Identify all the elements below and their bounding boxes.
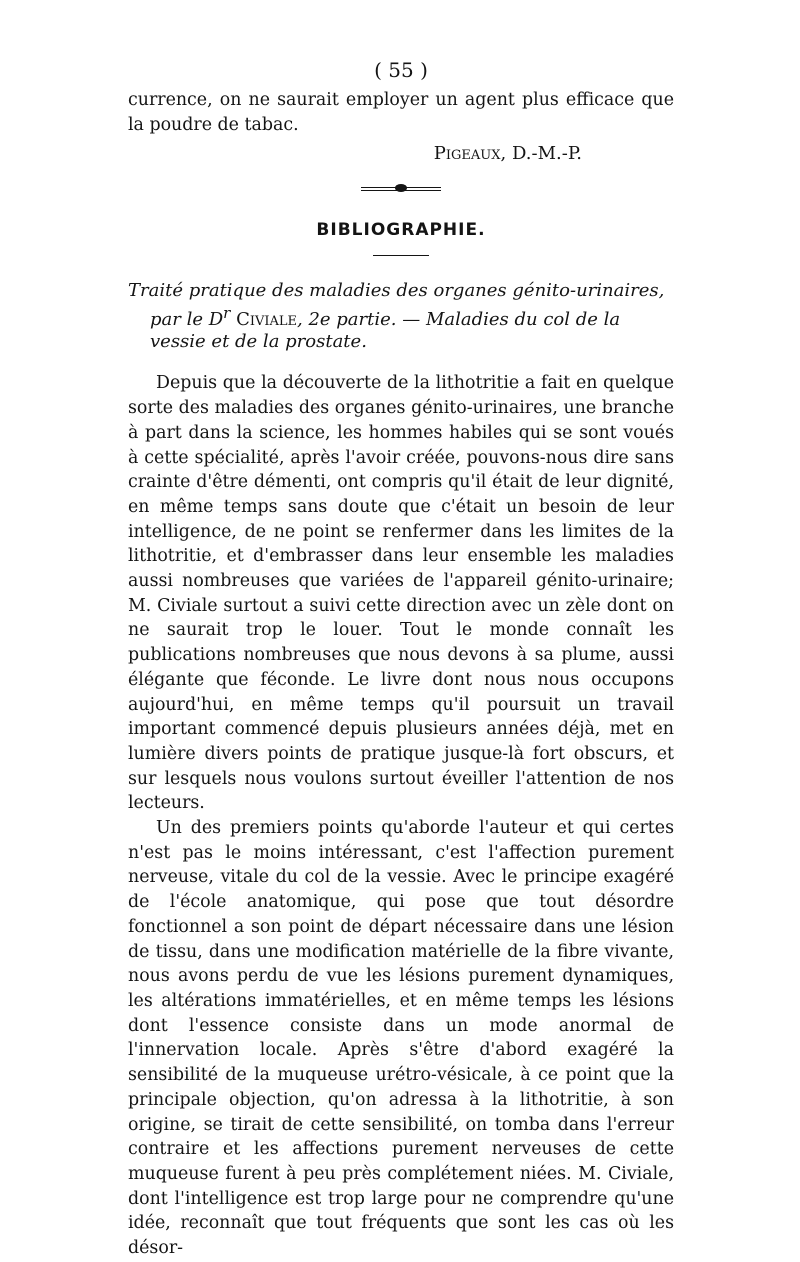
- section-heading: BIBLIOGRAPHIE.: [316, 220, 486, 241]
- review-title-sup: r: [223, 304, 231, 323]
- review-title: [128, 280, 674, 353]
- author-signature: [128, 141, 674, 167]
- page-number: ( 55 ): [374, 58, 428, 82]
- body-paragraph: Un des premiers points qu'aborde l'auteur et qui certes n'est pas le moins intéressant, c'est l'affection purement nerveuse, vitale du col de la vessie. Avec le principe exagéré de l'école anatomique, qui pose que tout désordre fonctionnel a son point de départ nécessaire dans une lésion de tissu, dans une modification matérielle de la fibre vivante, nous avons perdu de vue les lésions purement dynamiques, les altérations immatérielles, et en même temps les lésions dont l'essence consiste dans un mode anormal de l'innervation locale. Après s'être d'abord exagéré la sensibilité de la muqueuse urétro-vésicale, à ce point que la principale objection, qu'on adressa à la lithotritie, à son origine, se tirait de cette sensibilité, on tomba dans l'erreur contraire et les affections purement nerveuses de cette muqueuse furent à peu près complétement niées. M. Civiale, dont l'intelligence est trop large pour ne comprendre qu'une idée, reconnaît que tout fréquents que sont les cas où les désor-: [128, 818, 674, 1259]
- review-title-part2: , 2e partie. — Maladies du col de la vessie et de la prostate.: [150, 309, 621, 353]
- body-paragraph: Depuis que la découverte de la lithotritie a fait en quelque sorte des maladies des organes génito-urinaires, une branche à part dans la science, les hommes habiles qui se sont voués à cette spécialité, après l'avoir créée, pouvons-nous dire sans crainte d'être démenti, ont compris qu'il était de leur dignité, en même temps sans doute que c'était un besoin de leur intelligence, de ne point se renfermer dans les limites de la lithotritie, et d'embrasser dans leur ensemble les maladies aussi nombreuses que variées de l'appareil génito-urinaire; M. Civiale surtout a suivi cette direction avec un zèle dont on ne saurait trop le louer. Tout le monde connaît les publications nombreuses que nous devons à sa plume, aussi élégante que féconde. Le livre dont nous nous occupons aujourd'hui, en même temps qu'il poursuit un travail important commencé depuis plusieurs années déjà, met en lumière divers points de pratique jusque-là fort obscurs, et sur lesquels nous voulons surtout éveiller l'attention de nos lecteurs.: [128, 373, 674, 814]
- review-title-part1: Traité pratique des maladies des organes génito-urinaires, par le D: [128, 280, 665, 331]
- signature-degree: D.-M.-P.: [511, 143, 582, 165]
- opening-paragraph: currence, on ne saurait employer un agent plus efficace que la poudre de tabac.: [128, 90, 674, 135]
- signature-comma: ,: [500, 143, 512, 165]
- heading-rule: [373, 255, 429, 256]
- book-page: [128, 58, 674, 1261]
- signature-name: Pigeaux: [433, 143, 501, 165]
- ornamental-rule: [361, 181, 441, 195]
- review-author: Civiale: [236, 309, 298, 331]
